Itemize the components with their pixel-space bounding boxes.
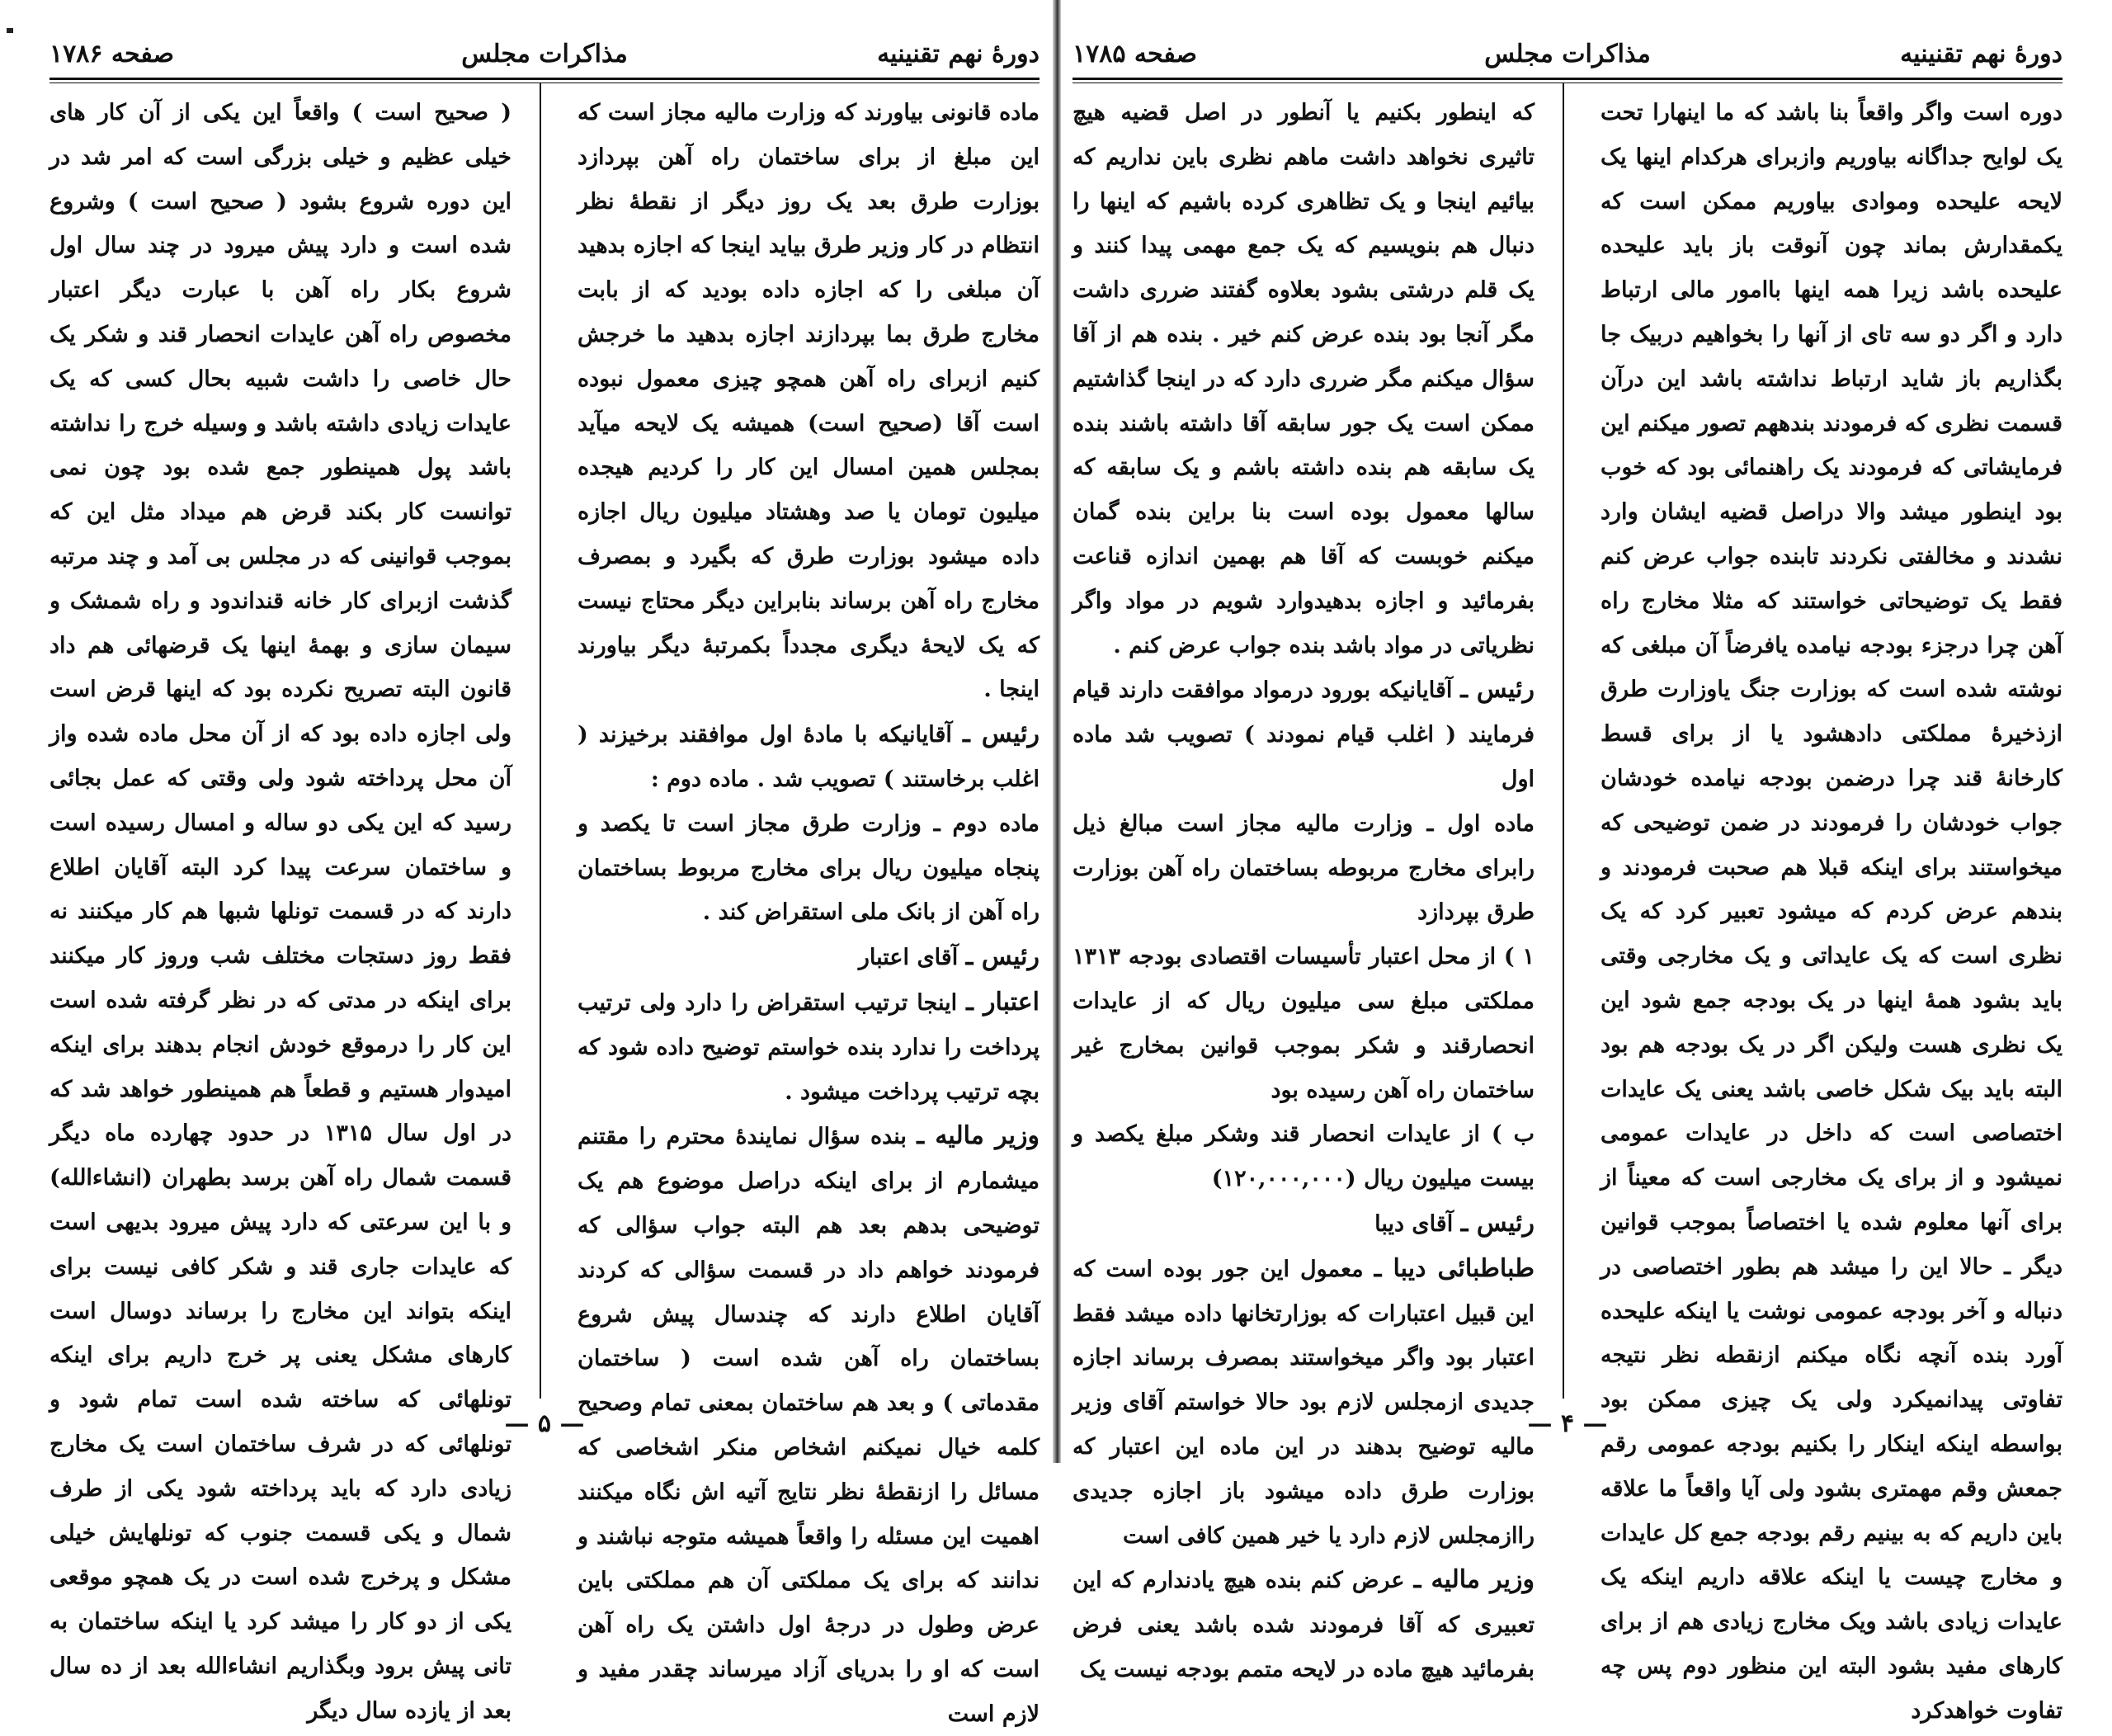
paragraph-text: عرض کنم بنده هیچ یادندارم که این تعبیری که آقا فرمودند شده باشد یعنی فرض بفرمائید هیچ ماده در لایحه متمم بودجه نیست یک [1072, 1568, 1534, 1682]
paragraph [1072, 1558, 1534, 1691]
paragraph [1600, 91, 2062, 1733]
speaker-name: رئیس ـ [1460, 675, 1534, 705]
page-folio: — ۵ — [504, 1409, 585, 1438]
page-header [50, 36, 1040, 74]
speaker-name: رئیس ـ [965, 942, 1040, 972]
speaker-name: رئیس ـ [1460, 1208, 1534, 1238]
paragraph-text: بنده سؤال نمایندهٔ محترم را مقتنم میشمارم از برای اینکه دراصل موضوع هم یک توضیحی بدهم بعد هم البته جواب سؤالی که فرمودند خواهم داد در قسمت سؤالی که کردند آقایان اطلاع دارند که چندسال پیش شروع بساختمان راه آهن شده است ( ساختمان مقدماتی ) و بعد هم ساختمان بمعنی تمام وصحیح کلمه خیال نمیکنم اشخاص منکر اشخاصی که مسائل را ازنقطهٔ نظر نتایج آتیه اش نگاه میکنند اهمیت این مسئله را واقعاً همیشه متوجه نباشند و ندانند که برای یک مملکتی آن هم مملکتی باین عرض وطول در درجهٔ اول داشتن یک راه آهن است که او را بدریای آزاد میرساند چقدر مفید و لازم است [578, 1124, 1040, 1727]
paragraph [578, 935, 1040, 980]
header-rule [1072, 78, 2062, 83]
header-page-number: صفحه ۱۷۸۵ [1072, 40, 1197, 68]
book-gutter [1053, 0, 1061, 1463]
page-folio: — ۴ — [1527, 1409, 1608, 1438]
paragraph-text: آقایانیکه بورود درمواد موافقت دارند قیام فرمایند ( اغلب قیام نمودند ) تصویب شد ماده اول [1072, 677, 1534, 792]
text-column-right [578, 91, 1040, 1727]
header-series: دورهٔ نهم تقنینیه [877, 40, 1040, 68]
speaker-name: اعتبار ـ [966, 987, 1040, 1017]
paragraph [578, 980, 1040, 1114]
header-title: مذاکرات مجلس [461, 40, 628, 68]
paragraph [578, 91, 1040, 712]
page-header [1072, 36, 2062, 74]
text-column-left [1072, 91, 1534, 1682]
column-divider [540, 83, 541, 1399]
header-rule [50, 78, 1040, 83]
paragraph-text: که اینطور بکنیم یا آنطور در اصل قضیه هیچ تاثیری نخواهد داشت ماهم نظری باین نداریم که بیائیم اینجا و یک تظاهری کرده باشیم که اینها را دنبال هم بنویسیم که یک جمع مهمی پیدا کنند و یک قلم درشتی بشود بعلاوه گفتند ضرری داشت مگر آنجا بود بنده عرض کنم خیر . بنده هم از آقا سؤال میکنم مگر ضرری دارد که در اینجا گذاشتیم ممکن است یک جور سابقه آقا داشته باشند بنده یک سابقه هم بنده داشته باشم و یک سابقه که سالها معمول بوده است بنا براین بنده گمان میکنم خوبست که آقا هم بهمین اندازه قناعت بفرمائید و اجازه بدهیدوارد شویم در مواد واگر نظریاتی در مواد باشد بنده جواب عرض کنم . [1072, 100, 1534, 658]
paragraph-text: ۱ ) از محل اعتبار تأسیسات اقتصادی بودجه ۱۳۱۳ مملکتی مبلغ سی میلیون ریال که از عایدات انحصارقند و شکر بموجب قوانین بمخارج غیر ساختمان راه آهن رسیده بود [1072, 944, 1534, 1103]
paragraph-text: ب ) از عایدات انحصار قند وشکر مبلغ یکصد و بیست میلیون ریال (۱۲۰,۰۰۰,۰۰۰) [1072, 1121, 1534, 1192]
text-column-right [1600, 91, 2062, 1724]
paragraph [1072, 91, 1534, 668]
text-column-left [50, 91, 512, 1724]
paragraph-text: ماده اول ـ وزارت مالیه مجاز است مبالغ ذیل رابرای مخارج مربوطه بساختمان راه آهن بوزارت طرق بپردازد [1072, 810, 1534, 926]
paragraph [578, 802, 1040, 935]
paragraph [50, 91, 512, 1733]
paragraph [1072, 1247, 1534, 1559]
speaker-name: رئیس ـ [962, 719, 1040, 749]
paragraph [1072, 1112, 1534, 1201]
paragraph-text: اینجا ترتیب استقراض را دارد ولی ترتیب پرداخت را ندارد بنده خواستم توضیح داده شود که بچه ترتیب پرداخت میشود . [578, 989, 1040, 1105]
paragraph-text: آقای دیبا [1374, 1210, 1454, 1237]
page-1786 [50, 0, 1040, 1727]
paragraph-text: ( صحیح است ) واقعاً این یکی از آن کار های خیلی عظیم و خیلی بزرگی است که امر شد در این دوره شروع بشود ( صحیح است ) وشروع شده است و دارد پیش میرود در چند سال اول شروع بکار راه آهن با عبارت دیگر اعتبار مخصوص راه آهن عایدات انحصار قند و شکر یک حال خاصی را داشت شبیه بحال کسی که یک عایدات زیادی داشته باشد و وسیله خرج را نداشته باشد پول همینطور جمع شده بود چون نمی توانست کار بکند قرض هم میداد مثل این که بموجب قوانینی که در مجلس بی آمد و چند مرتبه گذشت ازبرای کار خانه قنداندود و راه شمشک و سیمان سازی و بهمهٔ اینها یک قرضهائی هم داد قانون البته تصریح نکرده بود که اینها قرض است ولی اجازه داده بود که از آن محل ماده شده واز آن محل پرداخته شود ولی وقتی که عمل بجائی رسید که این یکی دو ساله و امسال رسیده است و ساختمان سرعت پیدا کرد البته آقایان اطلاع دارند که در قسمت تونلها شبها هم کار میکنند نه فقط روز دستجات مختلف شب وروز کار میکنند برای اینکه در مدتی که در نظر گرفته شده است این کار را درموقع خودش انجام بدهند برای اینکه امیدوار هستیم و قطعاً هم همینطور خواهد شد که در اول سال ۱۳۱۵ در حدود چهارده ماه دیگر قسمت شمال راه آهن برسد بطهران (انشاءالله) و با این سرعتی که دارد پیش میرود بدیهی است که عایدات جاری قند و شکر کافی نیست برای اینکه بتواند این مخارج را برساند دوسال است کارهای مشکل یعنی پر خرج داریم برای اینکه تونلهائی که ساخته شده است تمام شود و تونلهائی که در شرف ساختمان است یک مخارج زیادی دارد که باید پرداخته شود یکی از طرف شمال و یکی قسمت جنوب که تونلهایش خیلی مشکل و پرخرج شده است در یک همچو موقعی یکی از دو کار را میشد کرد یا اینکه ساختمان به تانی پیش برود وبگذاریم انشاءالله بعد از ده سال بعد از یازده سال دیگر [50, 100, 512, 1724]
paragraph [1072, 802, 1534, 935]
paragraph [1072, 668, 1534, 801]
speaker-name: طباطبائی دیبا ـ [1374, 1253, 1534, 1283]
paragraph-text: معمول این جور بوده است که این قبیل اعتبارات که بوزارتخانها داده میشد فقط اعتبار بود واگر میخواستند بمصرف برساند اجازه جدیدی ازمجلس لازم بود حالا خواستم آقای وزیر مالیه توضیح بدهند در این ماده این اعتبار که بوزارت طرق داده میشود باز اجازه جدیدی راازمجلس لازم دارد یا خیر همین کافی است [1072, 1256, 1534, 1549]
paragraph-text: دوره است واگر واقعاً بنا باشد که ما اینهارا تحت یک لوایح جداگانه بیاوریم وازبرای هرکدام اینها یک لایحه علیحده وموادی بیاوریم ممکن است که یکمقدارش بماند چون آنوقت باز باید علیحده علیحده باشد زیرا همه اینها باامور مالی ارتباط دارد و اگر دو سه تای از آنها را بخواهیم دربیک جا بگذاریم باز شاید ارتباط نداشته باشد این درآن قسمت نظری که فرمودند بندههم تصور میکنم این فرمایشاتی که فرمودند یک راهنمائی بود که خوب بود اینطور میشد والا دراصل قضیه ایشان وارد نشدند و مخالفتی نکردند تابنده جواب عرض کنم فقط یک توضیحاتی خواستند که مثلا مخارج راه آهن چرا درجزء بودجه نیامده یافرضاً آن مبلغی که نوشته شده است که بوزارت جنگ یاوزارت طرق ازذخیرهٔ مملکتی دادهشود یا از برای قسط کارخانهٔ قند چرا درضمن بودجه نیامده خودشان جواب خودشان را فرمودند در ضمن توضیحی که میخواستند برای اینکه قبلا هم صحبت فرمودند و بندهم عرض کردم که میشود تعبیر کرد که یک نظری است که یک عایداتی و یک مخارجی وقتی باید بشود همهٔ اینها در یک بودجه جمع شود این یک نظری هست ولیکن اگر در یک بودجه هم بود البته باید بیک شکل خاصی باشد یعنی یک عایدات اختصاصی است که داخل در عایدات عمومی نمیشود و از برای یک مخارجی است که معیناً از برای آنها معلوم شده یا اختصاصاً بموجب قوانین دیگر ـ حالا این را میشد هم بطور اختصاصی در دنباله و آخر بودجه عمومی نوشت یا اینکه علیحده آورد بنده آنچه نگاه میکنم ازنقطه نظر نتیجه تفاوتی پیدانمیکرد ولی یک چیزی ممکن بود بواسطه اینکه اینکار را بکنیم بودجه عمومی رقم جمعش وقم مهمتری بشود ولی آیا واقعاً ما علاقه باین داریم که به بینیم رقم بودجه جمع کل عایدات و مخارج چیست یا اینکه علاقه داریم اینکه یک عایدات زیادی باشد ویک مخارج زیادی هم از برای کارهای مفید بشود البته این منظور دوم پس چه تفاوت خواهدکرد [1600, 100, 2062, 1724]
column-divider [1563, 83, 1564, 1399]
paragraph-text: آقایانیکه با مادهٔ اول موافقند برخیزند ( اغلب برخاستند ) تصویب شد . ماده دوم : [578, 722, 1040, 792]
paragraph [1072, 1201, 1534, 1247]
scan-mark [7, 28, 13, 33]
paragraph [1072, 935, 1534, 1112]
speaker-name: وزیر مالیه ـ [1413, 1565, 1534, 1595]
header-page-number: صفحه ۱۷۸۶ [50, 40, 174, 68]
paragraph-text: آقای اعتبار [858, 945, 959, 971]
page-1785 [1072, 0, 2062, 1724]
header-series: دورهٔ نهم تقنینیه [1900, 40, 2062, 68]
paragraph-text: ماده قانونی بیاورند که وزارت مالیه مجاز است که این مبلغ از برای ساختمان راه آهن بپردازد بوزارت طرق بعد یک روز دیگر از نقطهٔ نظر انتظام در کار وزیر طرق بیاید اینجا که اجازه بدهید آن مبلغی را که اجازه داده بودید که از بابت مخارج طرق بما بپردازند اجازه بدهید ما خرجش کنیم ازبرای راه آهن همچو چیزی معمول نبوده است آقا (صحیح است) همیشه یک لایحه میآید بمجلس همین امسال این کار را کردیم هیجده میلیون تومان یا صد وهشتاد میلیون ریال اجازه داده میشود بوزارت طرق که بگیرد و بمصرف مخارج راه آهن برساند بنابراین دیگر محتاج نیست که یک لایحهٔ دیگری مجدداً بکمرتبهٔ دیگر بیاورند اینجا . [578, 100, 1040, 703]
header-title: مذاکرات مجلس [1484, 40, 1651, 68]
paragraph-text: ماده دوم ـ وزارت طرق مجاز است تا یکصد و پنجاه میلیون ریال برای مخارج مربوط بساختمان راه آهن از بانک ملی استقراض کند . [578, 810, 1040, 926]
paragraph [578, 712, 1040, 802]
speaker-name: وزیر مالیه ـ [917, 1121, 1040, 1151]
